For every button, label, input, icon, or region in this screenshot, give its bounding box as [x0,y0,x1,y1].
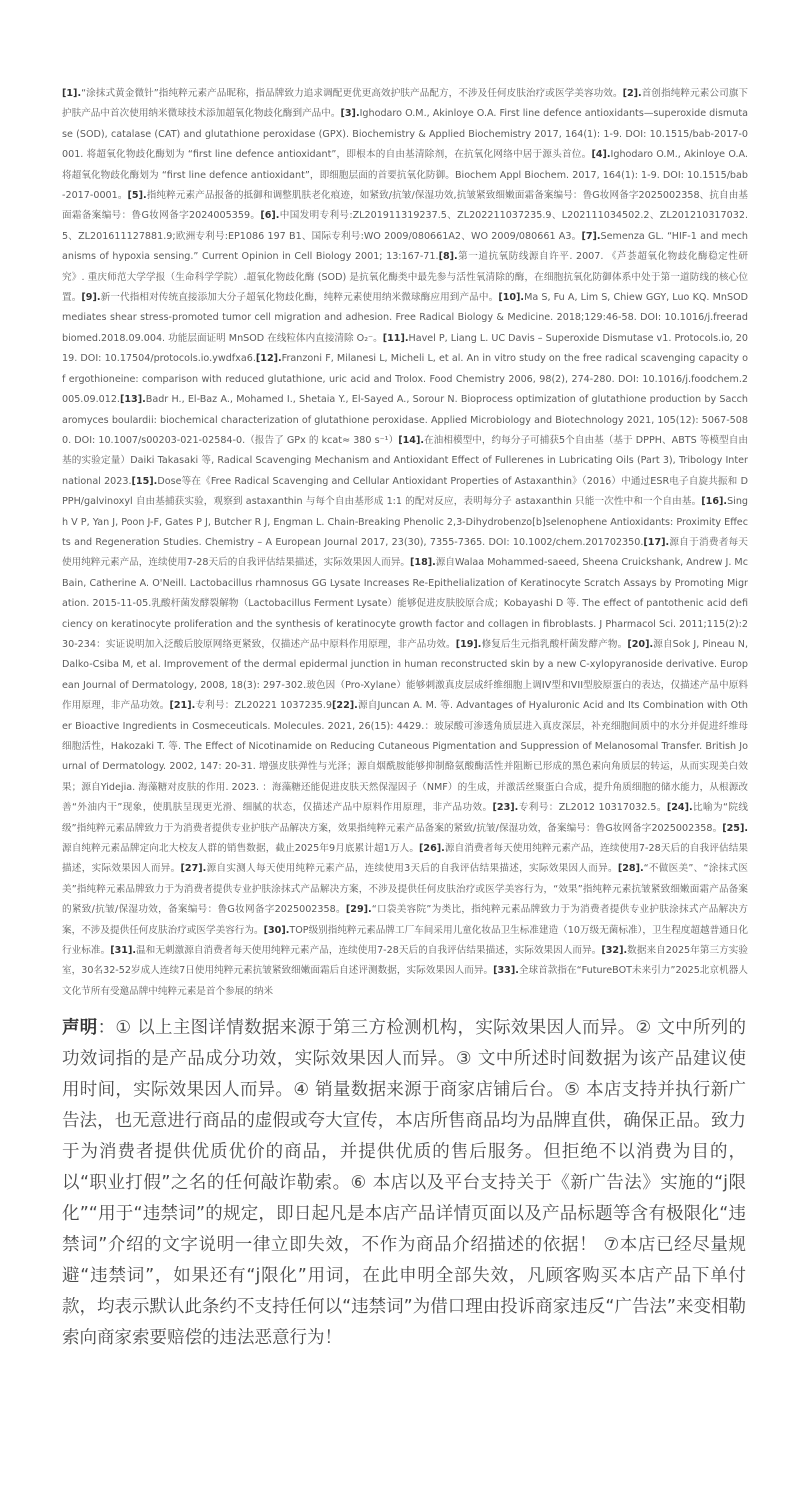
reference-text: 比喻为“院线级”指纯粹元素品牌致力于为消费者提供专业护肤产品解决方案，效果指纯粹元素产品备案的紧致/抗皱/保湿功效，备案编号：鲁G妆网备字2025002358。 [62,802,748,834]
reference-text: 数据来自2025年第三方实验室，30名32-52岁成人连续7日使用纯粹元素抗皱紧致细嫩面霜后自述评测数据，实际效果因人而异。 [62,945,749,977]
reference-number: [16]. [701,496,728,508]
reference-text: “口袋美容院”为类比，指纯粹元素品牌致力于为消费者提供专业护肤涂抹式产品解决方案，不涉及提供任何皮肤治疗或医学美容行为。 [62,904,748,936]
reference-number: [2]. [622,88,642,99]
reference-number: [23]. [492,802,519,814]
reference-text: 源自Sok J, Pineau N, Dalko-Csiba M, et al. Improvement of the dermal epidermal junction in human reconstructed skin by a new C-xylopyranoside derivative. European Journal of Dermatology, 2008, 18(3): 297-302.玻色因（Pro-Xylane）能够刺激真皮层成纤维细胞上调IV型和VII型胶原蛋白的表达，仅描述产品中原料作用原理，非产品功效。 [62,638,749,712]
reference-number: [6]. [260,210,280,222]
references-block [62,84,748,1002]
reference-text: 源自消费者每天使用纯粹元素产品，连续使用7-28天后的自我评估结果描述，实际效果因人而异。 [62,843,748,875]
reference-number: [14]. [398,434,424,446]
disclaimer-block [62,1013,746,1354]
reference-text: 中国发明专利号:ZL201911319237.5、ZL202211037235.9、L202111034502.2、ZL201210317032.5、ZL201611127881.9;欧洲专利号:EP1086 197 B1、国际专利号:WO 2009/080661A2、WO 2009/080661 A3。 [62,210,748,242]
reference-number: [29]. [345,904,372,916]
reference-number: [30]. [263,924,290,936]
reference-number: [32]. [601,945,628,957]
reference-text: 修复后生元指乳酸杆菌发酵产物。 [481,638,628,650]
reference-number: [28]. [617,863,644,875]
reference-number: [10]. [498,292,525,304]
reference-text: Havel P, Liang L. UC Davis – Superoxide Dismutase v1. Protocols.io, 2019. DOI: 10.17504/protocols.io.ywdfxa6. [62,332,748,365]
reference-text: Singh V P, Yan J, Poon J-F, Gates P J, Butcher R J, Engman L. Chain-Breaking Phenolic 2,3-Dihydrobenzo[b]selenophene Antioxidants: Proximity Effects and Regeneration Studies. Chemistry – A European Journal 2017, 23(30), 7355-7365. DOI: 10.1002/chem.201702350. [62,496,748,548]
reference-text: 专利号：ZL2012 10317032.5。 [518,802,667,814]
reference-text: Ma S, Fu A, Lim S, Chiew GGY, Luo KQ. MnSOD mediates shear stress-promoted tumor cell migration and adhesion. Free Radical Biology & Medicine. 2018;129:46-58. DOI: 10.1016/j.freeradbiomed.2018.09.004. 功能层面证明 MnSOD 在线粒体内直接清除 O₂⁻。 [62,292,749,344]
reference-text: 专利号：ZL20221 1037235.9 [195,700,333,712]
reference-text: “涂抹式黄金微针”指纯粹元素产品昵称，指品牌致力追求调配更优更高效护肤产品配方，不涉及任何皮肤治疗或医学美容功效。 [81,88,623,99]
reference-number: [22]. [332,700,358,712]
reference-number: [17]. [643,536,670,548]
reference-number: [12]. [255,353,282,365]
reference-text: Ighodaro O.M., Akinloye O.A.将超氧化物歧化酶划为 “first line defence antioxidant”，即细胞层面的首要抗氧化防御。Biochem Appl Biochem. 2017, 164(1): 1-9. DOI: 10.1515/bab-2017-0001。 [62,149,748,202]
reference-text: 全球首款指在“FutureBOT未来引力”2025北京机器人文化节所有受邀品牌中纯粹元素是首个参展的纳米 [62,965,748,997]
reference-text: 源自纯粹元素品牌定向北大校友人群的销售数据，截止2025年9月底累计超1万人。 [62,843,420,855]
reference-text: “不做医美”、“涂抹式医美”指纯粹元素品牌致力于为消费者提供专业护肤涂抹式产品解决方案，不涉及提供任何皮肤治疗或医学美容行为，“效果”指纯粹元素抗皱紧致细嫩面霜产品备案的紧致/抗皱/保湿功效，备案编号：鲁G妆网备字2025002358。 [62,863,748,916]
reference-text: 新一代指相对传统直接添加大分子超氧化物歧化酶，纯粹元素使用纳米微球酶应用到产品中。 [100,292,499,304]
reference-number: [20]. [627,638,654,650]
reference-text: Ighodaro O.M., Akinloye O.A. First line defence antioxidants—superoxide dismutase (SOD), catalase (CAT) and glutathione peroxidase (GPX). Biochemistry & Applied Biochemistry 2017, 164(1): 1-9. DOI: 10.1515/bab-2017-0001. 将超氧化物歧化酶划为 “first line defence antioxidant”，即根本的自由基清除剂，在抗氧化网络中居于源头首位。 [62,108,749,161]
reference-text: 指纯粹元素产品报备的抵御和调整肌肤老化痕迹，如紧致/抗皱/保湿功效,抗皱紧致细嫩面霜备案编号：鲁G妆网备字2025002358、抗自由基面霜备案编号：鲁G妆网备字2024005359。 [62,190,748,222]
reference-number: [9]. [81,292,101,304]
reference-number: [3]. [340,108,360,120]
reference-text: 温和无刺激源自消费者每天使用纯粹元素产品，连续使用7-28天后的自我评估结果描述，实际效果因人而异。 [135,945,602,957]
reference-number: [26]. [419,843,445,855]
reference-text: 源自实测人每天使用纯粹元素产品，连续使用3天后的自我评估结果描述，实际效果因人而异。 [206,863,618,875]
reference-number: [15]. [131,475,158,487]
reference-text: 源自Walaa Mohammed-saeed, Sheena Cruickshank, Andrew J. McBain, Catherine A. O'Neill. Lactobacillus rhamnosus GG Lysate Increases Re-Epithelialization of Keratinocyte Scratch Assays by Promoting Migration. 2015-11-05.乳酸杆菌发酵裂解物（Lactobacillus Ferment Lysate）能够促进皮肤胶原合成；Kobayashi D 等. The effect of pantothenic acid deficiency on keratinocyte proliferation and the synthesis of keratinocyte growth factor and collagen in fibroblasts. J Pharmacol Sci. 2011;115(2):230-234：实证说明加入泛酸后胶原网络更紧致，仅描述产品中原料作用原理，非产品功效。 [62,557,748,650]
reference-text: 源自Juncan A. M. 等. Advantages of Hyaluronic Acid and Its Combination with Other Bioactive Ingredients in Cosmeceuticals. Molecules. 2021, 26(15): 4429.：玻尿酸可渗透角质层进入真皮深层，补充细胞间质中的水分并促进纤维母细胞活性，Hakozaki T. 等. The Effect of Nicotinamide on Reducing Cutaneous Pigmentation and Suppression of Melanosomal Transfer. British Journal of Dermatology. 2002, 147: 20-31. 增强皮肤弹性与光泽；源自烟酰胺能够抑制酪氨酸酶活性并阻断已形成的黑色素向角质层的转运，从而实现美白效果；源自Yidejia. 海藻糖对皮肤的作用. 2023. ：海藻糖还能促进皮肤天然保湿因子（NMF）的生成，并激活丝聚蛋白合成，提升角质细胞的储水能力，从根源改善“外油内干”现象，使肌肤呈现更光滑、细腻的状态，仅描述产品中原料作用原理，非产品功效。 [62,700,748,814]
reference-number: [4]. [591,149,611,161]
disclaimer-text: ：① 以上主图详情数据来源于第三方检测机构，实际效果因人而异。② 文中所列的功效词指的是产品成分功效，实际效果因人而异。③ 文中所述时间数据为该产品建议使用时间，实际效果因人而异。④ 销量数据来源于商家店铺后台。⑤ 本店支持并执行新广告法，也无意进行商品的虚假或夸大宣传，本店所售商品均为品牌直供，确保正品。致力于为消费者提供优质优价的商品，并提供优质的售后服务。但拒绝不以消费为目的，以“职业打假”之名的任何敲诈勒索。⑥ 本店以及平台支持关于《新广告法》实施的“j限化”“用于“违禁词”的规定，即日起凡是本店产品详情页面以及产品标题等含有极限化“违禁词”介绍的文字说明一律立即失效，不作为商品介绍描述的依据！ ⑦本店已经尽量规避“违禁词”，如果还有“j限化”用词，在此申明全部失效，凡顾客购买本店产品下单付款，均表示默认此条约不支持任何以“违禁词”为借口理由投诉商家违反“广告法”来变相勒索向商家索要赔偿的违法恶意行为！ [62,1018,747,1348]
reference-number: [31]. [110,945,136,957]
reference-number: [27]. [180,863,207,875]
reference-number: [5]. [127,190,147,202]
reference-text: Franzoni F, Milanesi L, Micheli L, et al. An in vitro study on the free radical scavenging capacity of ergothioneine: comparison with reduced glutathione, uric acid and Trolox. Food Chemistry 2006, 98(2), 274-280. DOI: 10.1016/j.foodchem.2005.09.012. [62,353,748,406]
reference-text: TOP级别指纯粹元素品牌工厂车间采用儿童化妆品卫生标准建造（10万级无菌标准），卫生程度超越普通日化行业标准。 [62,924,748,957]
reference-text: Semenza GL. “HIF-1 and mechanisms of hypoxia sensing.” Current Opinion in Cell Biology 2001; 13:167-71. [62,230,749,263]
reference-number: [8]. [438,251,458,263]
reference-text: 首创指纯粹元素公司旗下护肤产品中首次使用纳米微球技术添加超氧化物歧化酶到产品中。 [62,88,748,120]
reference-number: [11]. [382,332,409,344]
reference-number: [25]. [722,822,748,834]
reference-text: 在油相模型中，约每分子可捕获5个自由基（基于 DPPH、ABTS 等模型自由基的实验定量）Daiki Takasaki 等, Radical Scavenging Mechanism and Antioxidant Effect of Fullerenes in Lubricating Oils (Part 3), Tribology International 2023. [62,434,748,487]
reference-number: [21]. [169,700,196,712]
reference-number: [18]. [410,557,436,569]
reference-number: [1]. [62,88,82,99]
disclaimer-label: 声明 [62,1018,98,1038]
reference-number: [7]. [581,230,601,242]
reference-text: Badr H., El-Baz A., Mohamed I., Shetaia Y., El-Sayed A., Sorour N. Bioprocess optimization of glutathione production by Saccharomyces boulardii: biochemical characterization of glutathione peroxidase. Applied Microbiology and Biotechnology 2021, 105(12): 5067-5080. DOI: 10.1007/s00203-021-02584-0.（报告了 GPx 的 kcat≈ 380 s⁻¹） [62,394,748,446]
reference-number: [19]. [455,638,482,650]
reference-number: [13]. [119,394,146,406]
reference-number: [24]. [666,802,693,814]
reference-text: 第一道抗氧防线源自许平. 2007. 《芦荟超氧化物歧化酶稳定性研究》. 重庆师范大学学报（生命科学学院）.超氧化物歧化酶 (SOD) 是抗氧化酶类中最先参与活性氧清除的酶，在细胞抗氧化防御体系中处于第一道防线的核心位置。 [62,251,748,304]
reference-number: [33]. [493,965,519,977]
reference-text: 源自于消费者每天使用纯粹元素产品，连续使用7-28天后的自我评估结果描述，实际效果因人而异。 [62,536,749,569]
reference-text: Dose等在《Free Radical Scavenging and Cellular Antioxidant Properties of Astaxanthin》（2016）中通过ESR电子自旋共振和 DPPH/galvinoxyl 自由基捕获实验，观察到 astaxanthin 与每个自由基形成 1:1 的配对反应，表明每分子 astaxanthin 只能一次性中和一个自由基。 [62,475,748,508]
